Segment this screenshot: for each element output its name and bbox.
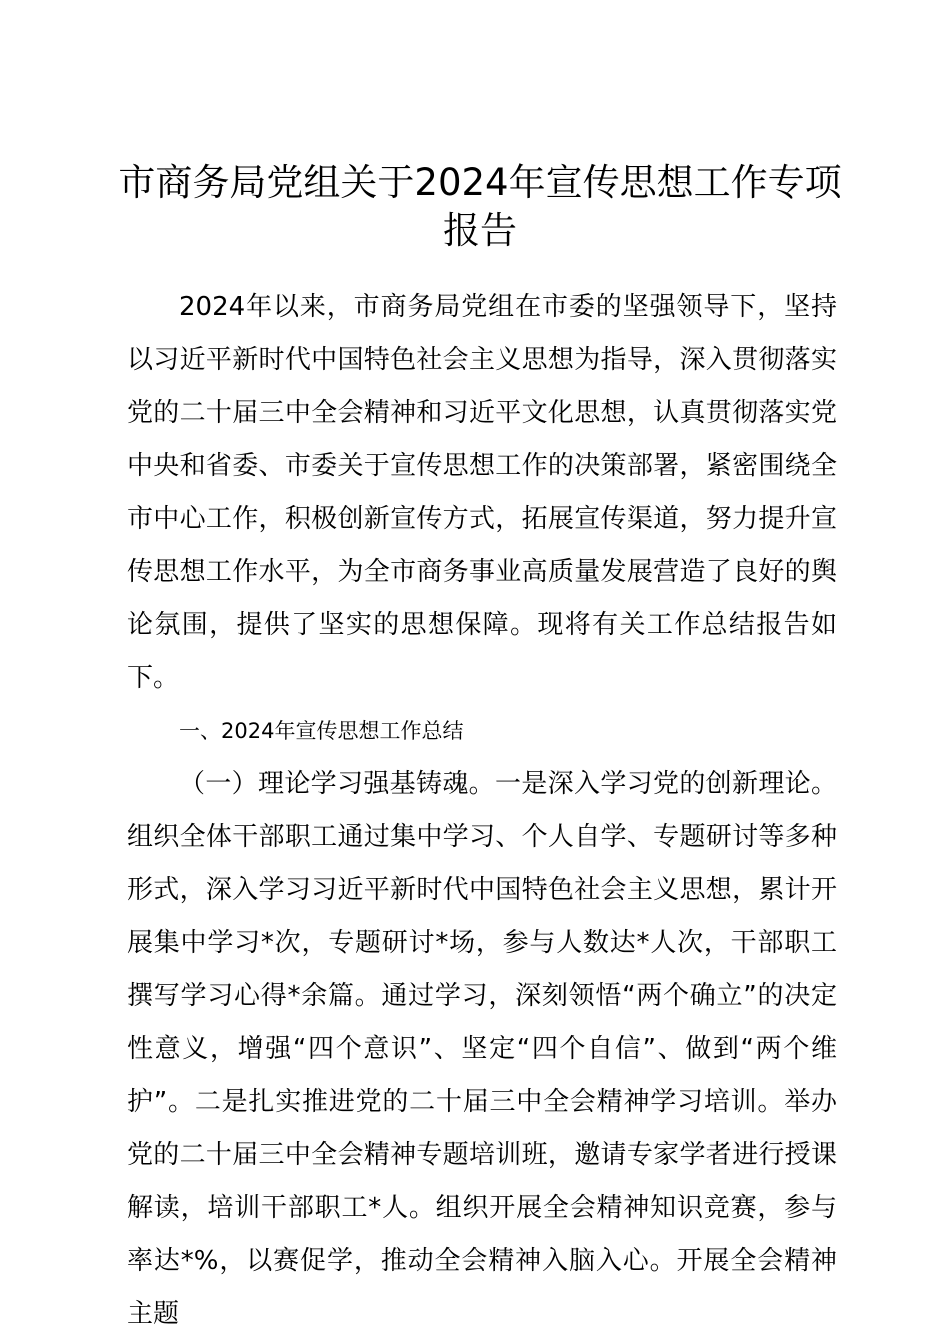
- intro-paragraph: 2024年以来，市商务局党组在市委的坚强领导下，坚持以习近平新时代中国特色社会主义思想为指导，深入贯彻落实党的二十届三中全会精神和习近平文化思想，认真贯彻落实党中央和省委、市委关于宣传思想工作的决策部署，紧密围绕全市中心工作，积极创新宣传方式，拓展宣传渠道，努力提升宣传思想工作水平，为全市商务事业高质量发展营造了良好的舆论氛围，提供了坚实的思想保障。现将有关工作总结报告如下。: [127, 292, 837, 693]
- document-title-line-1: 市商务局党组关于2024年宣传思想工作专项: [118, 161, 842, 204]
- section-heading: 一、2024年宣传思想工作总结: [179, 719, 464, 743]
- section-paragraph: （一）理论学习强基铸魂。一是深入学习党的创新理论。组织全体干部职工通过集中学习、个人自学、专题研讨等多种形式，深入学习习近平新时代中国特色社会主义思想，累计开展集中学习*次，专题研讨*场，参与人数达*人次，干部职工撰写学习心得*余篇。通过学习，深刻领悟“两个确立”的决定性意义，增强“四个意识”、坚定“四个自信”、做到“两个维护”。二是扎实推进党的二十届三中全会精神学习培训。举办党的二十届三中全会精神专题培训班，邀请专家学者进行授课解读，培训干部职工*人。组织开展全会精神知识竞赛，参与率达*%，以赛促学，推动全会精神入脑入心。开展全会精神主题: [127, 769, 837, 1329]
- document-title-line-2: 报告: [443, 209, 517, 252]
- document-body: [127, 281, 837, 1341]
